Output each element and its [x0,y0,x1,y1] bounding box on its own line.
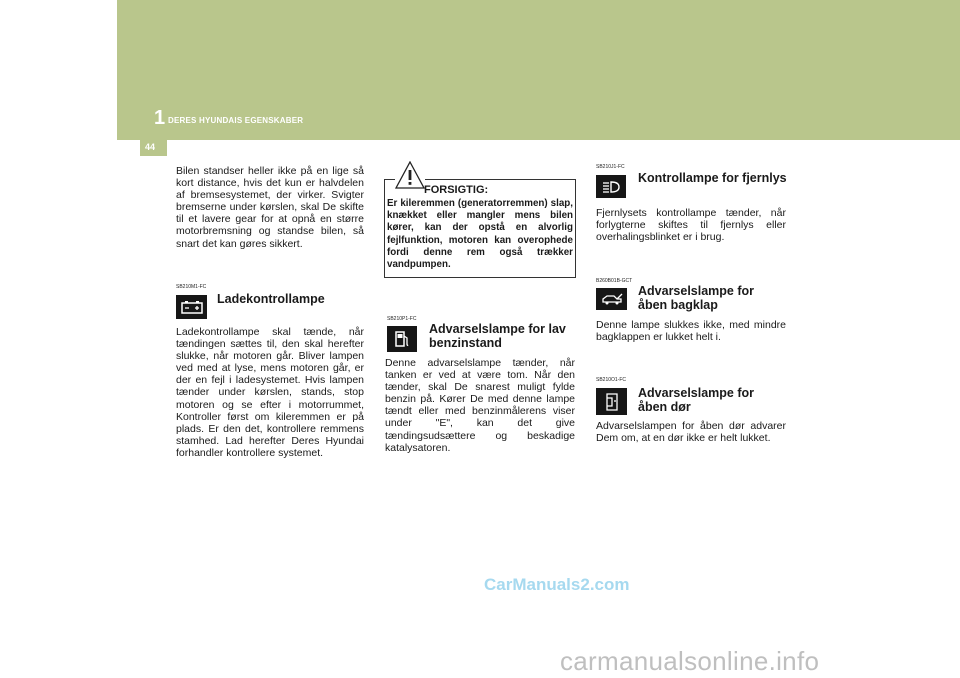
warning-title: FORSIGTIG: [424,184,489,196]
fuel-pump-icon [387,326,417,352]
open-door-icon [596,388,627,415]
door-code: SB210O1-FC [596,377,627,383]
high-beam-icon [596,175,626,198]
door-text: Advarselslampen for åben dør advarer Dem om, at en dør ikke er helt lukket. [596,420,786,445]
open-tailgate-icon [596,288,627,310]
fuel-title: Advarselslampe for lav benzinstand [429,322,566,350]
footer-watermark: carmanualsonline.info [560,646,820,676]
highbeam-code: SB210J1-FC [596,164,625,170]
fuel-code: SB210P1-FC [387,316,417,322]
door-title: Advarselslampe for åben dør [638,386,755,414]
chapter-title: DERES HYUNDAIS EGENSKABER [168,116,304,125]
ladekontrol-code: SB210M1-FC [176,284,207,290]
tailgate-text: Denne lampe slukkes ikke, med mindre bagklappen er lukket helt i. [596,319,786,344]
battery-icon [176,295,207,319]
center-watermark: CarManuals2.com [484,575,630,594]
intro-paragraph: Bilen standser heller ikke på en lige så kort distance, hvis det kun er halvdelen af bremsesystemet, der virker. Svigter bremserne under kørslen, skal De skifte til et lavere gear for at opnå en større motorbremsning og standse bilen, så snart det kan gøres sikkert. [176,165,364,250]
ladekontrol-text: Ladekontrollampe skal tænde, når tændingen sættes til, den skal herefter slukke, når motoren går. Bliver lampen ved med at lyse, mens motoren går, er der en fejl i ladesystemet. Hvis lampen tænder under kørslen, stands, stop motoren og se efter i motorrummet, Kontroller først om kileremmen er på plads. Er den det, kontrollere remmens stamhed. Lad herefter Deres Hyundai forhandler kontrollere systemet. [176,326,364,459]
ladekontrol-title: Ladekontrollampe [217,292,325,306]
warning-text: Er kileremmen (generatorremmen) slap, knækket eller mangler mens bilen kører, kan der opstå en alvorlig fejlfunktion, motoren kan overophede fordi denne rem også trækker vandpumpen. [387,198,573,271]
tailgate-title: Advarselslampe for åben bagklap [638,284,755,312]
tailgate-code: B260B01B-GCT [596,278,633,284]
highbeam-title: Kontrollampe for fjernlys [638,171,787,185]
highbeam-text: Fjernlysets kontrollampe tænder, når forlygterne skiftes til fjernlys eller overhalingsblinket er i brug. [596,207,786,244]
page-number: 44 [145,142,156,152]
chapter-number: 1 [154,107,166,129]
warning-triangle-icon [395,161,425,191]
fuel-text: Denne advarselslampe tænder, når tanken er ved at være tom. Når den tænder, skal De snarest muligt fylde benzin på. Kører De med denne lampe tændt eller med benzinmålerens viser under "E", kan det give tændingsudsættere og beskadige katalysatoren. [385,357,575,454]
